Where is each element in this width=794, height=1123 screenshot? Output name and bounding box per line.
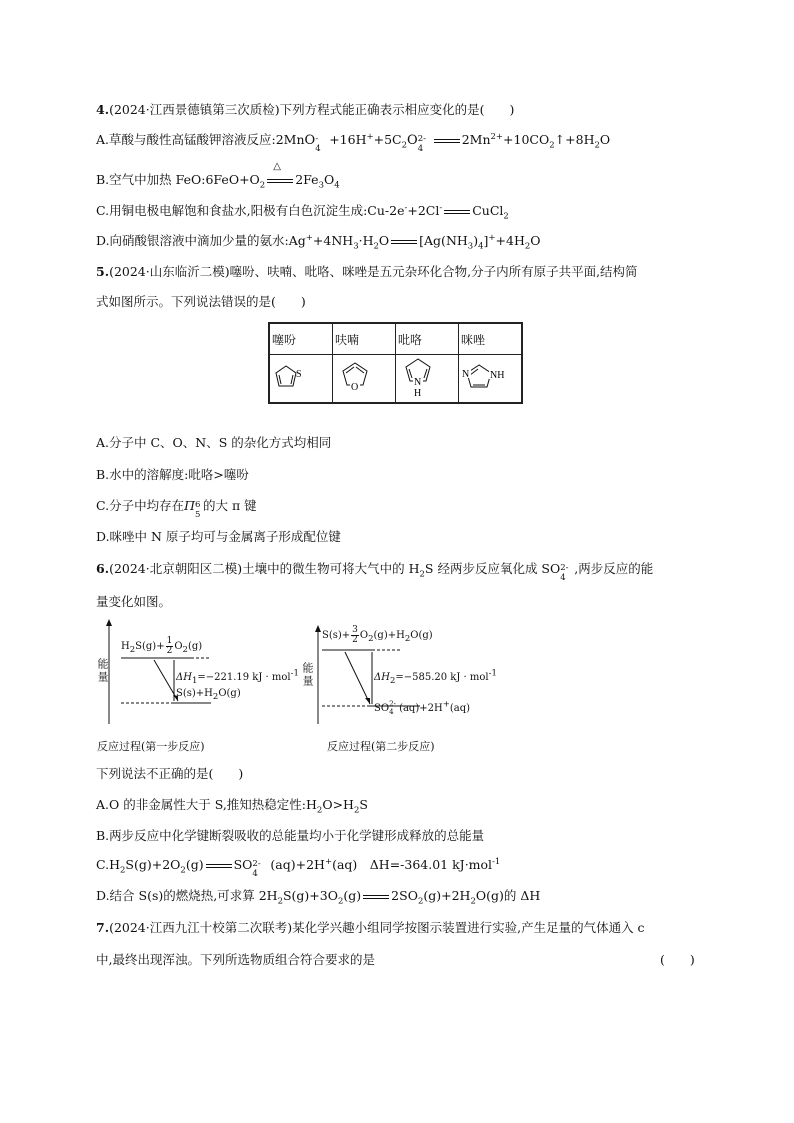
q6-option-c: $C.H_2S(g)+2O_2(g)$ SO 2- 4 (aq)+2H+(aq) ΔH=-364.01 kJ·mol$^{-1}$ [96, 856, 501, 879]
table-header: 咪唑 [459, 323, 523, 355]
product-label: $S(s)+H_2O(g)$ [176, 688, 241, 702]
energy-axis-label: 能量 [96, 658, 109, 684]
nitrogen-atom: N [414, 377, 422, 388]
nitrogen-atom: N [462, 369, 470, 380]
q5-stem-line1: 5.(2024·山东临沂二模)噻吩、呋喃、吡咯、咪唑是五元杂环化合物,分子内所有原子共平面,结构简 [96, 264, 638, 279]
q6-option-d: D.结合 S(s)的燃烧热,可求算 $2H_2S(g)+3O_2(g)$ $2SO_2(g)+2H_2O(g)$的 ΔH [96, 888, 541, 907]
q5-option-c: C.分子中均存在Π 6 5 的大 π 键 [96, 498, 257, 520]
furan-structure [333, 355, 396, 404]
heat-condition: △ [273, 161, 281, 172]
nh-group: NH [490, 370, 505, 381]
reactant-label: $H_2S(g)+$ $\frac{1}{2}$ $O_2(g)$ [121, 636, 203, 656]
q4-source: (2024·江西景德镇第三次质检) [109, 102, 280, 117]
q4-stem: 4.(2024·江西景德镇第三次质检)下列方程式能正确表示相应变化的是( ) [96, 102, 515, 117]
q6-stem-line1: 6.(2024·北京朝阳区二模)土壤中的微生物可将大气中的 $H_2S$ 经两步反应氧化成 SO 2- 4 ,两步反应的能 [96, 561, 654, 583]
question-number: 4 [96, 102, 105, 117]
q5-option-b: B.水中的溶解度:吡咯>噻吩 [96, 467, 249, 482]
q4-option-c: C.用铜电极电解饱和食盐水,阳极有白色沉淀生成:Cu-2e-+2Cl- CuCl$_2$ [96, 202, 509, 222]
table-header: 吡咯 [396, 323, 459, 355]
diagram2-caption: 反应过程(第二步反应) [327, 740, 435, 753]
q6-stem-line2: 量变化如图。 [96, 594, 172, 609]
q6-stem: 下列说法不正确的是( ) [96, 766, 244, 781]
imidazole-structure [459, 355, 523, 404]
table-header: 噻吩 [269, 323, 333, 355]
q5-option-a: A.分子中 C、O、N、S 的杂化方式均相同 [96, 435, 332, 450]
oxygen-atom: O [351, 382, 359, 393]
sulfur-atom: S [296, 369, 302, 380]
q7-stem-line2: 中,最终出现浑浊。下列所选物质组合符合要求的是 [96, 952, 375, 967]
q5-option-d: D.咪唑中 N 原子均可与金属离子形成配位键 [96, 529, 341, 544]
energy-diagram-step2 [300, 624, 530, 728]
q7-answer-paren: ( ) [660, 952, 695, 967]
energy-diagram-step1 [96, 618, 316, 728]
energy-axis-label: 能量 [301, 662, 314, 688]
q4-stem-text: 下列方程式能正确表示相应变化的是( ) [279, 102, 515, 117]
table-header: 呋喃 [333, 323, 396, 355]
q4-option-b: B.空气中加热 $FeO:6FeO+O_2$ △ $2Fe_3O_4$ [96, 161, 340, 191]
hydrogen-atom: H [414, 388, 422, 399]
q6-option-a: A.O 的非金属性大于 S,推知热稳定性$:H_2O>H_2S$ [96, 797, 368, 816]
q5-stem-line2: 式如图所示。下列说法错误的是( ) [96, 294, 306, 309]
diagram1-caption: 反应过程(第一步反应) [97, 740, 205, 753]
q7-stem-line1: 7.(2024·江西九江十校第二次联考)某化学兴趣小组同学按图示装置进行实验,产生足量的气体通入 c [96, 920, 645, 935]
q4-option-d: D.向硝酸银溶液中滴加少量的氨水$:Ag^++4NH_3\cdot H_2O$ $[Ag(NH_3)_4]^++4H_2O$ [96, 232, 541, 252]
delta-h1-label: $\Delta H_1=-221.19$ kJ · mol$^{-1}$ [176, 668, 299, 686]
pyrrole-structure [396, 355, 459, 404]
delta-h2-label: $\Delta H_2=-585.20$ kJ · mol$^{-1}$ [374, 668, 497, 686]
reactant-label: S(s)+ $\frac{3}{2}$ $O_2(g)+H_2O(g)$ [322, 625, 433, 645]
q6-option-b: B.两步反应中化学键断裂吸收的总能量均小于化学键形成释放的总能量 [96, 828, 485, 843]
product-label: SO 2- 4 (aq)+2H+(aq) [374, 699, 470, 716]
heterocycle-table [268, 322, 523, 404]
thiophene-structure [269, 355, 333, 404]
q4-option-a: A.草酸与酸性高锰酸钾溶液反应:2MnO - 4 $+16H^++5C_2O$ 2- 4 $2Mn^{2+}+10CO_2↑+8H_2O$ [96, 131, 611, 154]
